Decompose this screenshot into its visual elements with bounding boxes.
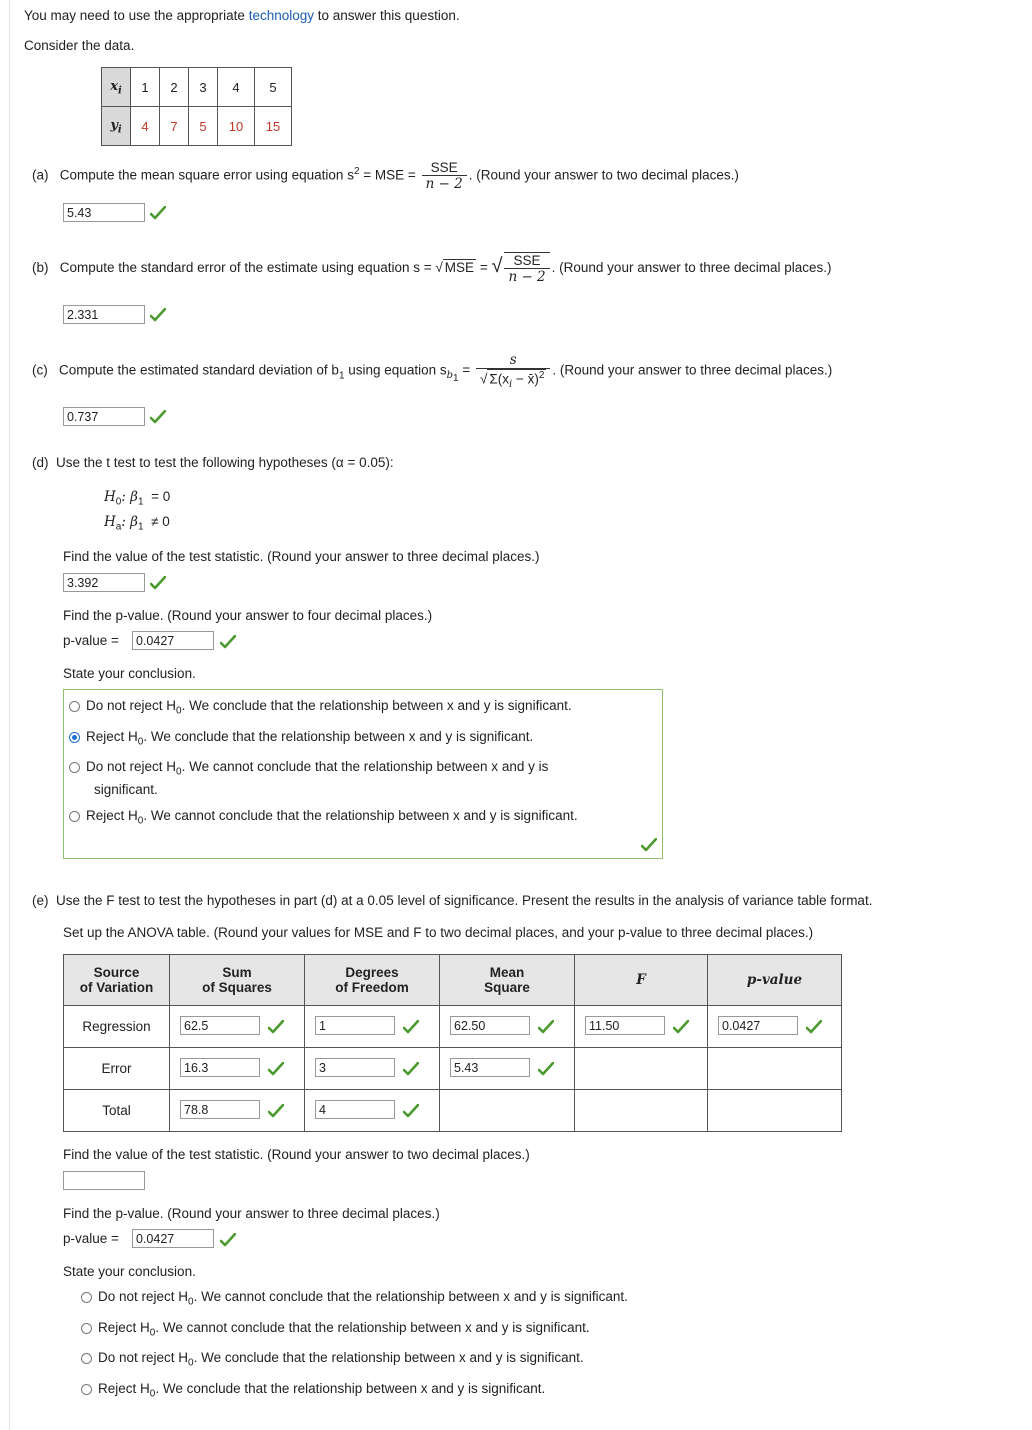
f-pvalue-input[interactable]: 0.0427 — [132, 1229, 214, 1248]
pvalue-label: p-value = — [63, 633, 119, 648]
ss-input[interactable]: 16.3 — [180, 1058, 260, 1077]
radio-button[interactable] — [81, 1353, 92, 1364]
conclusion-option-wrap: significant. — [94, 782, 158, 797]
pvalue-label: p-value = — [63, 1231, 119, 1246]
conclusion-option[interactable]: Do not reject $H_0$. We cannot conclude that the relationship between x and y is significant. — [81, 1289, 628, 1308]
sqrt-icon: √ — [491, 255, 503, 278]
table-row-error — [64, 1048, 842, 1090]
radio-button[interactable] — [81, 1323, 92, 1334]
part-e-question: (e) Use the F test to test the hypotheses in part (d) at a 0.05 level of significance. Present the results in the analysis of variance table format. — [32, 893, 873, 908]
t-stat-input[interactable]: 3.392 — [63, 573, 145, 592]
check-icon — [220, 1233, 236, 1247]
conclusion-option[interactable]: Reject $H_0$. We cannot conclude that the relationship between x and y is significant. — [69, 808, 578, 827]
header-df: Degrees of Freedom — [305, 955, 440, 1006]
conclusion-option[interactable]: Reject $H_0$. We conclude that the relationship between x and y is significant. — [81, 1381, 545, 1400]
check-icon — [150, 206, 166, 220]
conclusion-prompt: State your conclusion. — [63, 1264, 196, 1279]
ss-input[interactable]: 62.5 — [180, 1016, 260, 1035]
ss-input[interactable]: 78.8 — [180, 1100, 260, 1119]
f-stat-prompt: Find the value of the test statistic. (Round your answer to two decimal places.) — [63, 1147, 530, 1162]
anova-setup-text: Set up the ANOVA table. (Round your values for MSE and F to two decimal places, and your p-value to three decimal places.) — [63, 925, 814, 940]
sb1-answer-input[interactable]: 0.737 — [63, 407, 145, 426]
std-error-input[interactable]: 2.331 — [63, 305, 145, 324]
x-value: 5 — [255, 68, 292, 107]
conclusion-option-selected[interactable]: Reject $H_0$. We conclude that the relationship between x and y is significant. — [69, 729, 533, 748]
part-c-question: (c) Compute the estimated standard deviation of $b_1$ using equation $s_{b_1}$ = $\frac{s}{√ \Sigma(x_i - x̄)^2}$ . (Round your answer to three decimal places.) — [32, 352, 833, 391]
left-rule — [9, 0, 10, 1430]
radio-button-selected[interactable] — [69, 732, 80, 743]
data-table — [101, 67, 292, 146]
source-label: Regression — [64, 1006, 170, 1048]
radio-button[interactable] — [69, 762, 80, 773]
check-icon — [538, 1020, 554, 1034]
conclusion-option[interactable]: Do not reject $H_0$. We cannot conclude that the relationship between x and y is — [69, 759, 548, 778]
table-row-total — [64, 1090, 842, 1132]
sse-fraction: $\frac{\text{SSE}}{n - 2}$ — [422, 160, 467, 192]
empty-cell — [708, 1090, 842, 1132]
empty-cell — [575, 1048, 708, 1090]
sse-fraction: $\frac{\text{SSE}}{n - 2}$ — [504, 252, 549, 285]
x-value: 3 — [189, 68, 218, 107]
check-icon — [673, 1020, 689, 1034]
sqrt-icon: √ — [479, 371, 488, 387]
radio-button[interactable] — [69, 701, 80, 712]
check-icon — [268, 1062, 284, 1076]
mse-answer-input[interactable]: 5.43 — [63, 203, 145, 222]
check-icon — [268, 1020, 284, 1034]
intro-text-suffix: to answer this question. — [317, 8, 460, 23]
check-icon — [806, 1020, 822, 1034]
radio-button[interactable] — [81, 1292, 92, 1303]
source-label: Error — [64, 1048, 170, 1090]
technology-link[interactable]: technology — [248, 8, 314, 23]
y-header: $y_i$ — [102, 107, 131, 146]
sqrt-icon: √ — [435, 260, 443, 276]
empty-cell — [440, 1090, 575, 1132]
part-a-question: (a) Compute the mean square error using equation $s^2$ = MSE = $\frac{\text{SSE}}{n - 2}$ . (Round your answer to two decimal places.) — [32, 160, 739, 192]
empty-cell — [708, 1048, 842, 1090]
f-input[interactable]: 11.50 — [585, 1016, 665, 1035]
intro-line — [24, 8, 460, 23]
y-value: 4 — [131, 107, 160, 146]
df-input[interactable]: 1 — [315, 1016, 395, 1035]
y-value: 10 — [218, 107, 255, 146]
null-hypothesis: $H_0$: $\beta_1 = 0$ — [104, 489, 171, 508]
x-value: 2 — [160, 68, 189, 107]
check-icon — [268, 1104, 284, 1118]
df-input[interactable]: 4 — [315, 1100, 395, 1119]
y-value: 15 — [255, 107, 292, 146]
f-stat-input[interactable] — [63, 1171, 145, 1190]
x-value: 4 — [218, 68, 255, 107]
x-header: $x_i$ — [102, 68, 131, 107]
check-icon — [403, 1062, 419, 1076]
check-icon — [150, 308, 166, 322]
radio-button[interactable] — [81, 1384, 92, 1395]
conclusion-option[interactable]: Reject $H_0$. We cannot conclude that the relationship between x and y is significant. — [81, 1320, 590, 1339]
anova-table — [63, 954, 842, 1132]
t-stat-prompt: Find the value of the test statistic. (Round your answer to three decimal places.) — [63, 549, 540, 564]
check-icon — [150, 410, 166, 424]
t-pvalue-prompt: Find the p-value. (Round your answer to four decimal places.) — [63, 608, 433, 623]
check-icon — [150, 576, 166, 590]
table-row-regression — [64, 1006, 842, 1048]
check-icon — [538, 1062, 554, 1076]
empty-cell — [575, 1090, 708, 1132]
header-f: F — [575, 955, 708, 1006]
x-value: 1 — [131, 68, 160, 107]
y-value: 5 — [189, 107, 218, 146]
source-label: Total — [64, 1090, 170, 1132]
header-pvalue: p-value — [708, 955, 842, 1006]
consider-data-text: Consider the data. — [24, 38, 135, 53]
part-d-question: (d) Use the t test to test the following hypotheses (α = 0.05): — [32, 455, 394, 470]
df-input[interactable]: 3 — [315, 1058, 395, 1077]
header-source: Source of Variation — [64, 955, 170, 1006]
ms-input[interactable]: 62.50 — [450, 1016, 530, 1035]
part-b-question: (b) Compute the standard error of the estimate using equation s = √ MSE = √ $\frac{\text{SSE}}{n - 2}$ . (Round your answer to three decimal places.) — [32, 253, 832, 285]
header-ss: Sum of Squares — [170, 955, 305, 1006]
check-icon — [220, 635, 236, 649]
t-pvalue-input[interactable]: 0.0427 — [132, 631, 214, 650]
check-icon — [403, 1104, 419, 1118]
y-value: 7 — [160, 107, 189, 146]
conclusion-option[interactable]: Do not reject $H_0$. We conclude that the relationship between x and y is significant. — [69, 698, 572, 717]
f-pvalue-prompt: Find the p-value. (Round your answer to three decimal places.) — [63, 1206, 440, 1221]
check-icon — [641, 838, 657, 852]
check-icon — [403, 1020, 419, 1034]
header-ms: Mean Square — [440, 955, 575, 1006]
sb1-fraction: $\frac{s}{√ \Sigma(x_i - x̄)^2}$ — [476, 352, 550, 390]
radio-button[interactable] — [69, 811, 80, 822]
conclusion-prompt: State your conclusion. — [63, 666, 196, 681]
intro-text: You may need to use the appropriate — [24, 8, 245, 23]
conclusion-option[interactable]: Do not reject $H_0$. We conclude that the relationship between x and y is significant. — [81, 1350, 584, 1369]
ms-input[interactable]: 5.43 — [450, 1058, 530, 1077]
alt-hypothesis: $H_a$: $\beta_1 \ne 0$ — [104, 514, 170, 533]
pvalue-input[interactable]: 0.0427 — [718, 1016, 798, 1035]
